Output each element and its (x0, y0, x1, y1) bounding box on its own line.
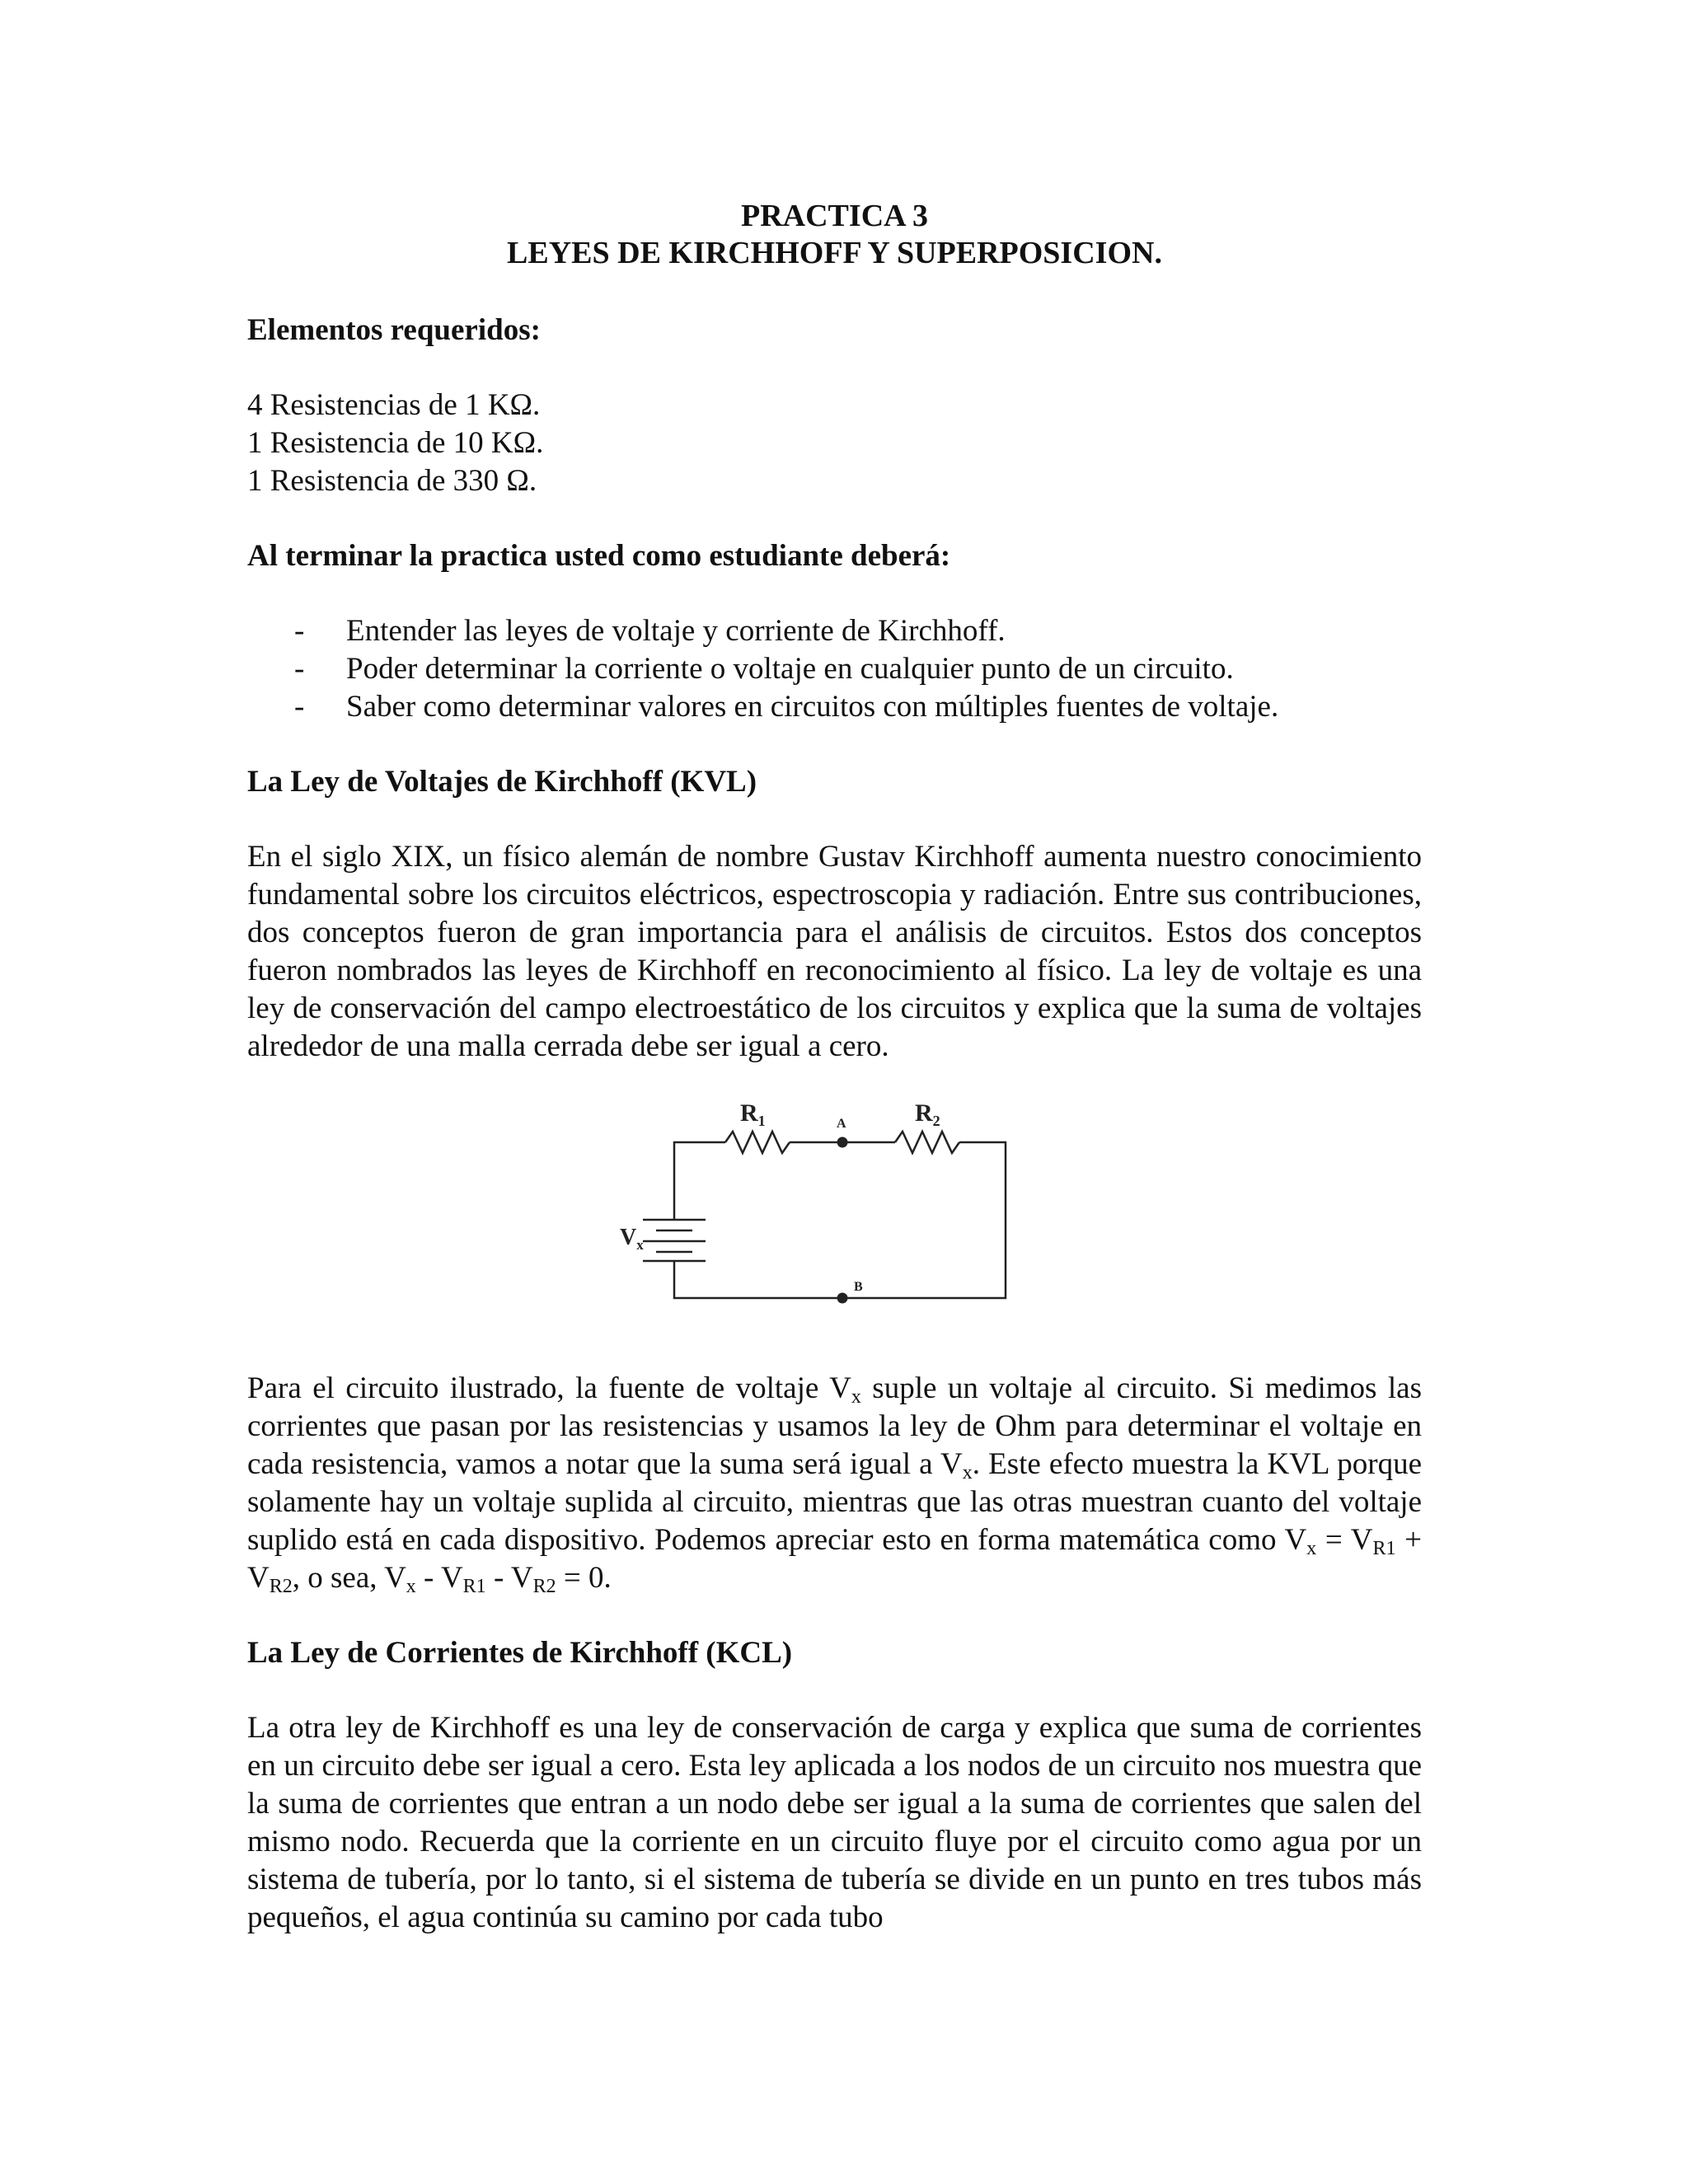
document-content (247, 198, 1422, 1974)
node-a-dot (837, 1137, 848, 1148)
circuit-wires (643, 1132, 1006, 1298)
objective-text: Poder determinar la corriente o voltaje en cualquier punto de un circuito. (346, 652, 1234, 686)
text-run: = 0. (556, 1561, 612, 1595)
text-run: . Este efecto muestra la KVL porque solamente hay un voltaje suplida al circuito, mientras que las otras muestran cuanto del voltaje suplido está en cada dispositivo. Podemos apreciar esto en forma matemática como V (247, 1447, 1422, 1557)
kvl-paragraph-1: En el siglo XIX, un físico alemán de nombre Gustav Kirchhoff aumenta nuestro conocimiento fundamental sobre los circuitos eléctricos, espectroscopia y radiación. Entre sus contribuciones, dos conceptos fueron de gran importancia para el análisis de circuitos. Estos dos conceptos fueron nombrados las leyes de Kirchhoff en reconocimiento al físico. La ley de voltaje es una ley de conservación del campo electroestático de los circuitos y explica que la suma de voltajes alrededor de una malla cerrada debe ser igual a cero. (247, 840, 1422, 1063)
node-a-label: A (837, 1117, 846, 1131)
objective-item (247, 650, 1422, 688)
requirement-item: 1 Resistencia de 10 KΩ. (247, 426, 544, 460)
text-run: - V (485, 1561, 533, 1595)
text-run: - V (415, 1561, 463, 1595)
requirements-heading: Elementos requeridos: (247, 313, 541, 347)
kcl-paragraph-1: La otra ley de Kirchhoff es una ley de conservación de carga y explica que suma de corrientes en un circuito debe ser igual a cero. Esta ley aplicada a los nodos de un circuito nos muestra que la suma de corrientes que entran a un nodo debe ser igual a la suma de corrientes que salen del mismo nodo. Recuerda que la corriente en un circuito fluye por el circuito como agua por un sistema de tubería, por lo tanto, si el sistema de tubería se divide en un punto en tres tubos más pequeños, el agua continúa su camino por cada tubo (247, 1711, 1422, 1934)
objective-text: Saber como determinar valores en circuitos con múltiples fuentes de voltaje. (346, 690, 1279, 724)
text-run: = V (1316, 1523, 1373, 1557)
text-run: , o sea, V (292, 1561, 406, 1595)
text-run: + V (247, 1523, 1422, 1595)
bullet-dash: - (294, 652, 305, 686)
subscript: x (406, 1576, 416, 1597)
r2-label: $R_2$ (915, 1099, 940, 1129)
subscript: R2 (532, 1576, 556, 1597)
kvl-paragraph-2 (247, 1370, 1422, 1597)
objective-item (247, 612, 1422, 650)
subscript: R1 (462, 1576, 486, 1597)
title-line-2: LEYES DE KIRCHHOFF Y SUPERPOSICION. (507, 236, 1162, 270)
resistor-r1 (725, 1132, 790, 1153)
kvl-heading: La Ley de Voltajes de Kirchhoff (KVL) (247, 765, 757, 799)
text-run: Para el circuito ilustrado, la fuente de voltaje V (247, 1371, 851, 1405)
node-b-label: B (854, 1280, 863, 1294)
bullet-dash: - (294, 690, 305, 724)
subscript: x (962, 1462, 973, 1483)
objectives-list (247, 612, 1422, 726)
bullet-dash: - (294, 614, 305, 648)
document-title (247, 198, 1422, 272)
subscript: R2 (269, 1576, 293, 1597)
objective-text: Entender las leyes de voltaje y corriente de Kirchhoff. (346, 614, 1006, 648)
title-line-1: PRACTICA 3 (741, 199, 928, 233)
resistor-r2 (895, 1132, 959, 1153)
r1-label: $R_1$ (740, 1099, 766, 1129)
requirements-list (247, 387, 1422, 500)
text-run: suple un voltaje al circuito. Si medimos las corrientes que pasan por las resistencias y usamos la ley de Ohm para determinar el voltaje en cada resistencia, vamos a notar que la suma será igual a V (247, 1371, 1422, 1481)
wire-left-top (674, 1142, 725, 1220)
kcl-heading: La Ley de Corrientes de Kirchhoff (KCL) (247, 1636, 793, 1670)
subscript: R1 (1372, 1538, 1396, 1559)
objective-item (247, 688, 1422, 726)
requirement-item: 4 Resistencias de 1 KΩ. (247, 388, 541, 422)
node-b-dot (837, 1293, 848, 1304)
wire-right (674, 1142, 1006, 1298)
objectives-heading: Al terminar la practica usted como estudiante deberá: (247, 539, 951, 573)
subscript: x (851, 1386, 861, 1408)
kvl-circuit-diagram (247, 1096, 1422, 1327)
subscript: x (1306, 1538, 1317, 1559)
source-label: $V_x$ (620, 1225, 644, 1253)
requirement-item: 1 Resistencia de 330 Ω. (247, 464, 537, 498)
